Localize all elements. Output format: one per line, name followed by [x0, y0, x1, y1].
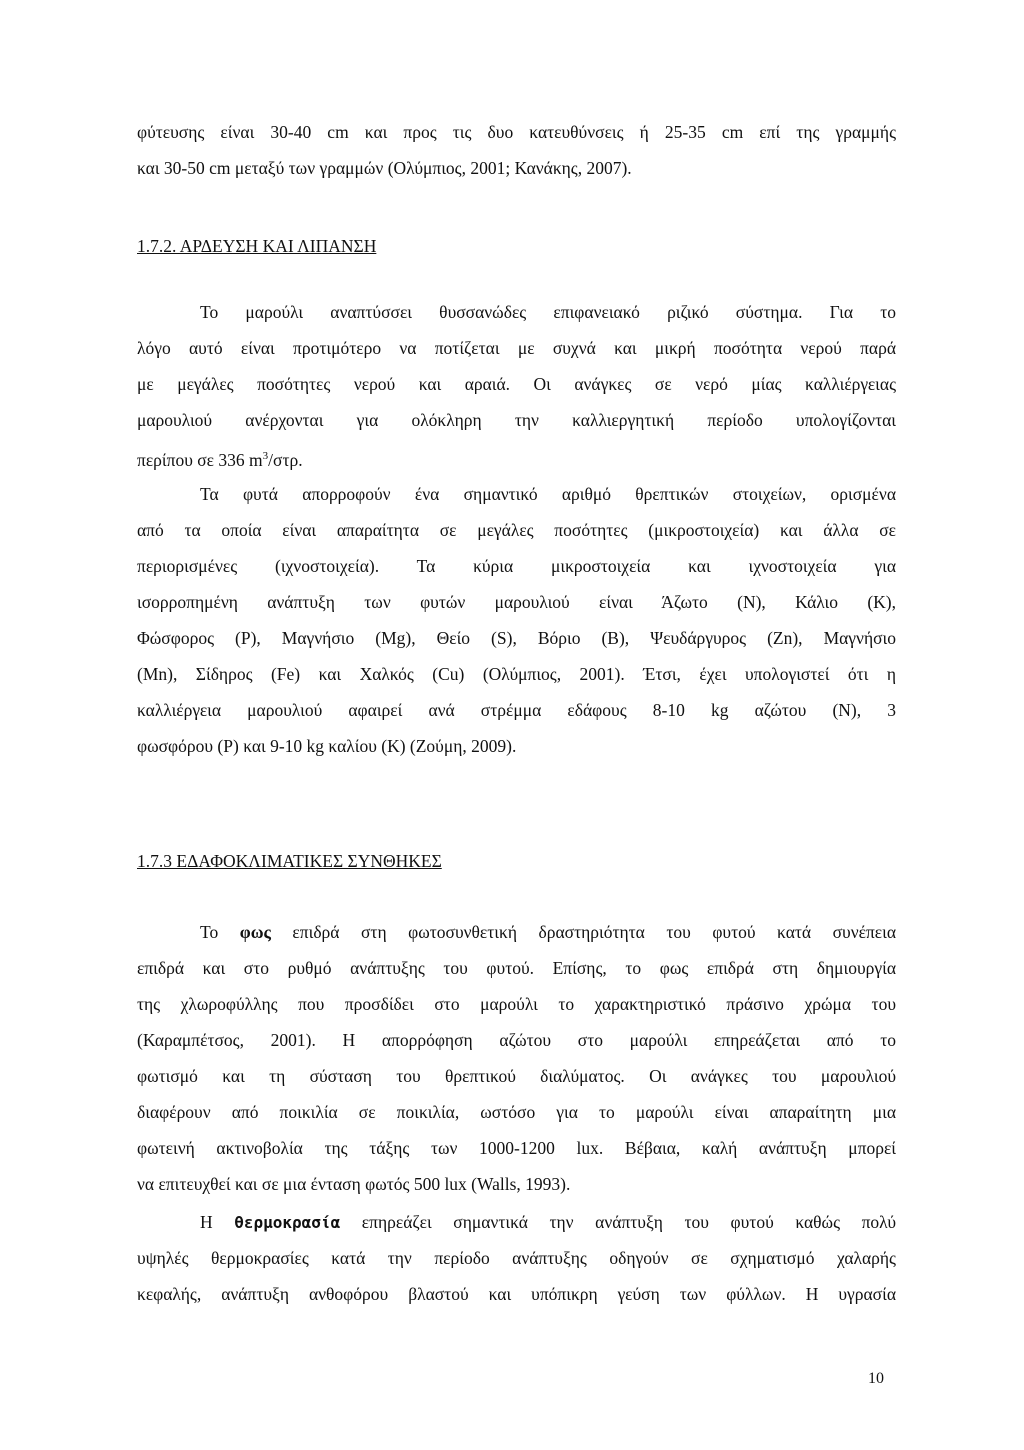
text-line: κεφαλής, ανάπτυξη ανθοφόρου βλαστού και υπόπικρη γεύση των φύλλων. Η υγρασία	[137, 1284, 896, 1304]
text-line: φωτισμό και τη σύσταση του θρεπτικού διαλύματος. Οι ανάγκες του μαρουλιού	[137, 1066, 896, 1086]
text-line: υψηλές θερμοκρασίες κατά την περίοδο ανάπτυξης οδηγούν σε σχηματισμό χαλαρής	[137, 1248, 896, 1268]
section-heading-climate: 1.7.3 ΕΔΑΦΟΚΛΙΜΑΤΙΚΕΣ ΣΥΝΘΗΚΕΣ	[137, 851, 442, 871]
paragraph-continuation	[137, 114, 896, 186]
text-line: φωσφόρου (Ρ) και 9-10 kg καλίου (Κ) (Ζούμη, 2009).	[137, 736, 517, 756]
paragraph-irrigation-1	[137, 294, 896, 474]
text-segment: Η	[200, 1212, 213, 1232]
text-line: φωτεινή ακτινοβολία της τάξης των 1000-1200 lux. Βέβαια, καλή ανάπτυξη μπορεί	[137, 1138, 896, 1158]
text-line: από τα οποία είναι απαραίτητα σε μεγάλες ποσότητες (μικροστοιχεία) και άλλα σε	[137, 520, 896, 540]
text-line: ισορροπημένη ανάπτυξη των φυτών μαρουλιού είναι Άζωτο (Ν), Κάλιο (Κ),	[137, 592, 896, 612]
paragraph-climate-1	[137, 914, 896, 1202]
text-segment: επηρεάζει σημαντικά την ανάπτυξη του φυτού καθώς πολύ	[361, 1212, 897, 1232]
text-line	[137, 914, 896, 950]
text-line: με μεγάλες ποσότητες νερού και αραιά. Οι ανάγκες σε νερό μίας καλλιέργειας	[137, 374, 896, 394]
text-line: επιδρά και στο ρυθμό ανάπτυξης του φυτού. Επίσης, το φως επιδρά στη δημιουργία	[137, 958, 896, 978]
text-segment: επιδρά στη φωτοσυνθετική δραστηριότητα του φυτού κατά συνέπεια	[292, 922, 897, 942]
section-heading-irrigation: 1.7.2. ΑΡΔΕΥΣΗ ΚΑΙ ΛΙΠΑΝΣΗ	[137, 236, 377, 256]
text-line: μαρουλιού ανέρχονται για ολόκληρη την καλλιεργητική περίοδο υπολογίζονται	[137, 410, 896, 430]
text-line: διαφέρουν από ποικιλία σε ποικιλία, ωστόσο για το μαρούλι είναι απαραίτητη μια	[137, 1102, 896, 1122]
text-line: φύτευσης είναι 30-40 cm και προς τις δυο κατευθύνσεις ή 25-35 cm επί της γραμμής	[137, 122, 896, 142]
emphasized-term-light: φως	[239, 922, 271, 942]
text-line: της χλωροφύλλης που προσδίδει στο μαρούλι το χαρακτηριστικό πράσινο χρώμα του	[137, 994, 896, 1014]
text-line	[137, 1204, 896, 1240]
text-segment: περίπου σε 336 m	[137, 449, 263, 470]
text-line: καλλιέργεια μαρουλιού αφαιρεί ανά στρέμμα εδάφους 8-10 kg αζώτου (Ν), 3	[137, 700, 896, 720]
text-line: Φώσφορος (Ρ), Μαγνήσιο (Mg), Θείο (S), Βόριο (Β), Ψευδάργυρος (Zn), Μαγνήσιο	[137, 628, 896, 648]
text-line: και 30-50 cm μεταξύ των γραμμών (Ολύμπιος, 2001; Κανάκης, 2007).	[137, 158, 632, 178]
paragraph-climate-2	[137, 1204, 896, 1312]
text-line: (Καραμπέτσος, 2001). Η απορρόφηση αζώτου στο μαρούλι επηρεάζεται από το	[137, 1030, 896, 1050]
text-line: (Μn), Σίδηρος (Fe) και Χαλκός (Cu) (Ολύμπιος, 2001). Έτσι, έχει υπολογιστεί ότι η	[137, 664, 896, 684]
text-line: περιορισμένες (ιχνοστοιχεία). Τα κύρια μικροστοιχεία και ιχνοστοιχεία για	[137, 556, 896, 576]
text-segment: /στρ.	[268, 449, 303, 470]
page-number: 10	[868, 1370, 884, 1387]
text-line	[137, 438, 896, 474]
text-line: λόγο αυτό είναι προτιμότερο να ποτίζεται με συχνά και μικρή ποσότητα νερού παρά	[137, 338, 896, 358]
text-segment: Το	[200, 922, 219, 942]
superscript: 3	[262, 450, 269, 462]
text-line: Τα φυτά απορροφούν ένα σημαντικό αριθμό θρεπτικών στοιχείων, ορισμένα	[200, 484, 896, 504]
paragraph-irrigation-2	[137, 476, 896, 764]
emphasized-term-temperature: θερμοκρασία	[234, 1213, 341, 1232]
text-line: να επιτευχθεί και σε μια ένταση φωτός 500 lux (Walls, 1993).	[137, 1174, 571, 1194]
text-line: Το μαρούλι αναπτύσσει θυσσανώδες επιφανειακό ριζικό σύστημα. Για το	[200, 302, 896, 322]
